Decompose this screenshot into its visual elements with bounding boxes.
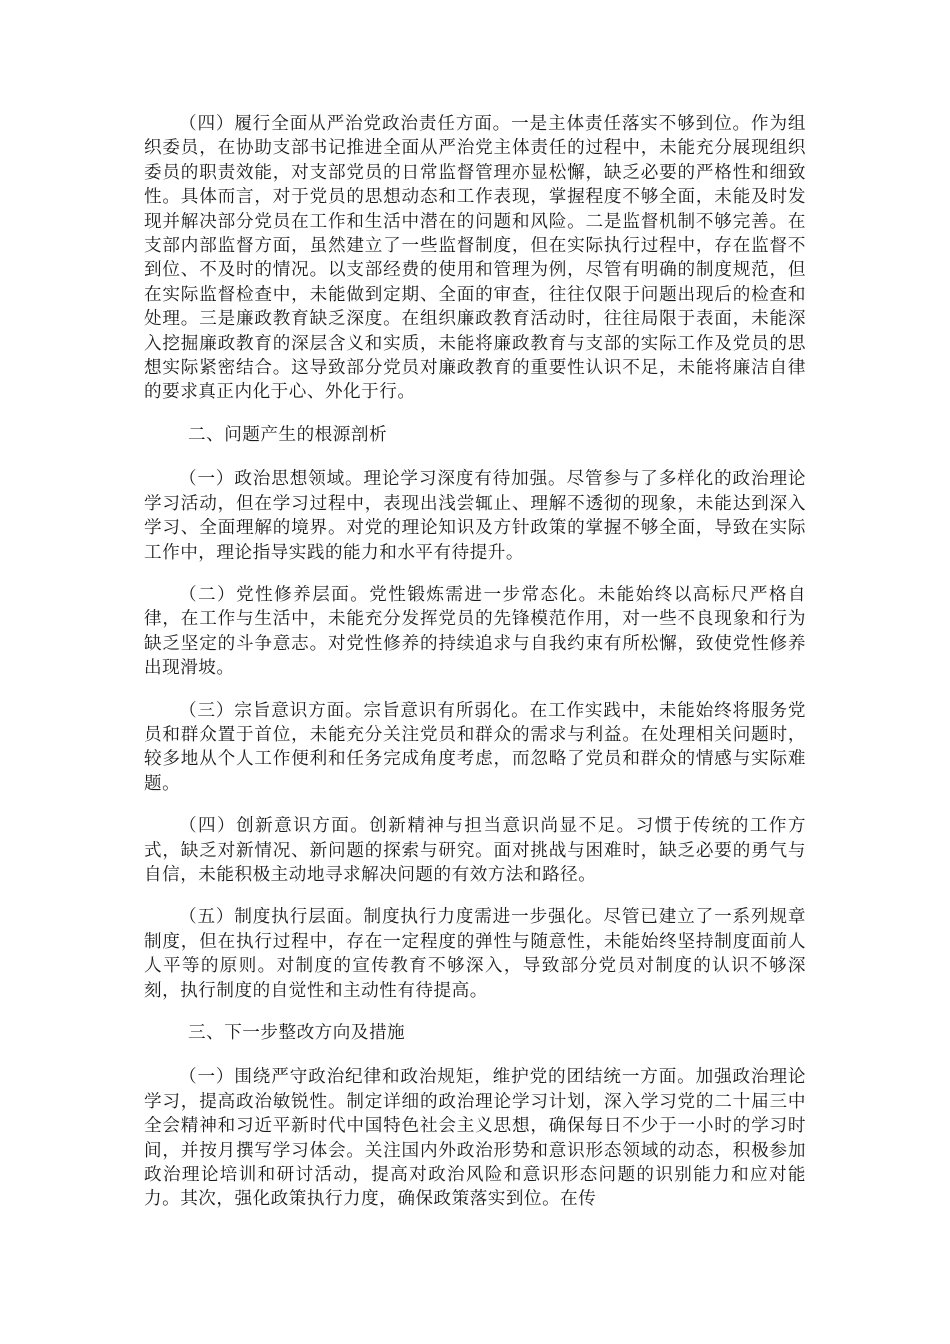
paragraph-purpose-awareness: （三）宗旨意识方面。宗旨意识有所弱化。在工作实践中，未能始终将服务党员和群众置于首位，未能充分关注党员和群众的需求与利益。在处理相关问题时，较多地从个人工作便利和任务完成角度考虑，而忽略了党员和群众的情感与实际难题。 — [144, 700, 806, 794]
paragraph-innovation-awareness: （四）创新意识方面。创新精神与担当意识尚显不足。习惯于传统的工作方式，缺乏对新情况、新问题的探索与研究。面对挑战与困难时，缺乏必要的勇气与自信，未能积极主动地寻求解决问题的有效方法和路径。 — [144, 816, 806, 885]
paragraph-political-thought: （一）政治思想领域。理论学习深度有待加强。尽管参与了多样化的政治理论学习活动，但在学习过程中，表现出浅尝辄止、理解不透彻的现象，未能达到深入学习、全面理解的境界。对党的理论知识及方针政策的掌握不够全面，导致在实际工作中，理论指导实践的能力和水平有待提升。 — [144, 469, 806, 563]
paragraph-party-responsibility: （四）履行全面从严治党政治责任方面。一是主体责任落实不够到位。作为组织委员，在协助支部书记推进全面从严治党主体责任的过程中，未能充分展现组织委员的职责效能，对支部党员的日常监督管理亦显松懈，缺乏必要的严格性和细致性。具体而言，对于党员的思想动态和工作表现，掌握程度不够全面，未能及时发现并解决部分党员在工作和生活中潜在的问题和风险。二是监督机制不够完善。在支部内部监督方面，虽然建立了一些监督制度，但在实际执行过程中，存在监督不到位、不及时的情况。以支部经费的使用和管理为例，尽管有明确的制度规范，但在实际监督检查中，未能做到定期、全面的审查，往往仅限于问题出现后的检查和处理。三是廉政教育缺乏深度。在组织廉政教育活动时，往往局限于表面，未能深入挖掘廉政教育的深层含义和实质，未能将廉政教育与支部的实际工作及党员的思想实际紧密结合。这导致部分党员对廉政教育的重要性认识不足，未能将廉洁自律的要求真正内化于心、外化于行。 — [144, 114, 806, 403]
section-heading-rectification: 三、下一步整改方向及措施 — [188, 1023, 406, 1043]
paragraph-party-spirit: （二）党性修养层面。党性锻炼需进一步常态化。未能始终以高标尺严格自律，在工作与生活中，未能充分发挥党员的先锋模范作用，对一些不良现象和行为缺乏坚定的斗争意志。对党性修养的持续追求与自我约束有所松懈，致使党性修养出现滑坡。 — [144, 584, 806, 679]
paragraph-political-discipline: （一）围绕严守政治纪律和政治规矩，维护党的团结统一方面。加强政治理论学习，提高政治敏锐性。制定详细的政治理论学习计划，深入学习党的二十届三中全会精神和习近平新时代中国特色社会主义思想，确保每日不少于一小时的学习时间，并按月撰写学习体会。关注国内外政治形势和意识形态领域的动态，积极参加政治理论培训和研讨活动，提高对政治风险和意识形态问题的识别能力和应对能力。其次，强化政策执行力度，确保政策落实到位。在传 — [144, 1067, 806, 1210]
document-page — [144, 112, 806, 1230]
section-heading-root-causes: 二、问题产生的根源剖析 — [188, 424, 388, 445]
paragraph-system-execution: （五）制度执行层面。制度执行力度需进一步强化。尽管已建立了一系列规章制度，但在执行过程中，存在一定程度的弹性与随意性，未能始终坚持制度面前人人平等的原则。对制度的宣传教育不够深入，导致部分党员对制度的认识不够深刻，执行制度的自觉性和主动性有待提高。 — [144, 907, 806, 1001]
